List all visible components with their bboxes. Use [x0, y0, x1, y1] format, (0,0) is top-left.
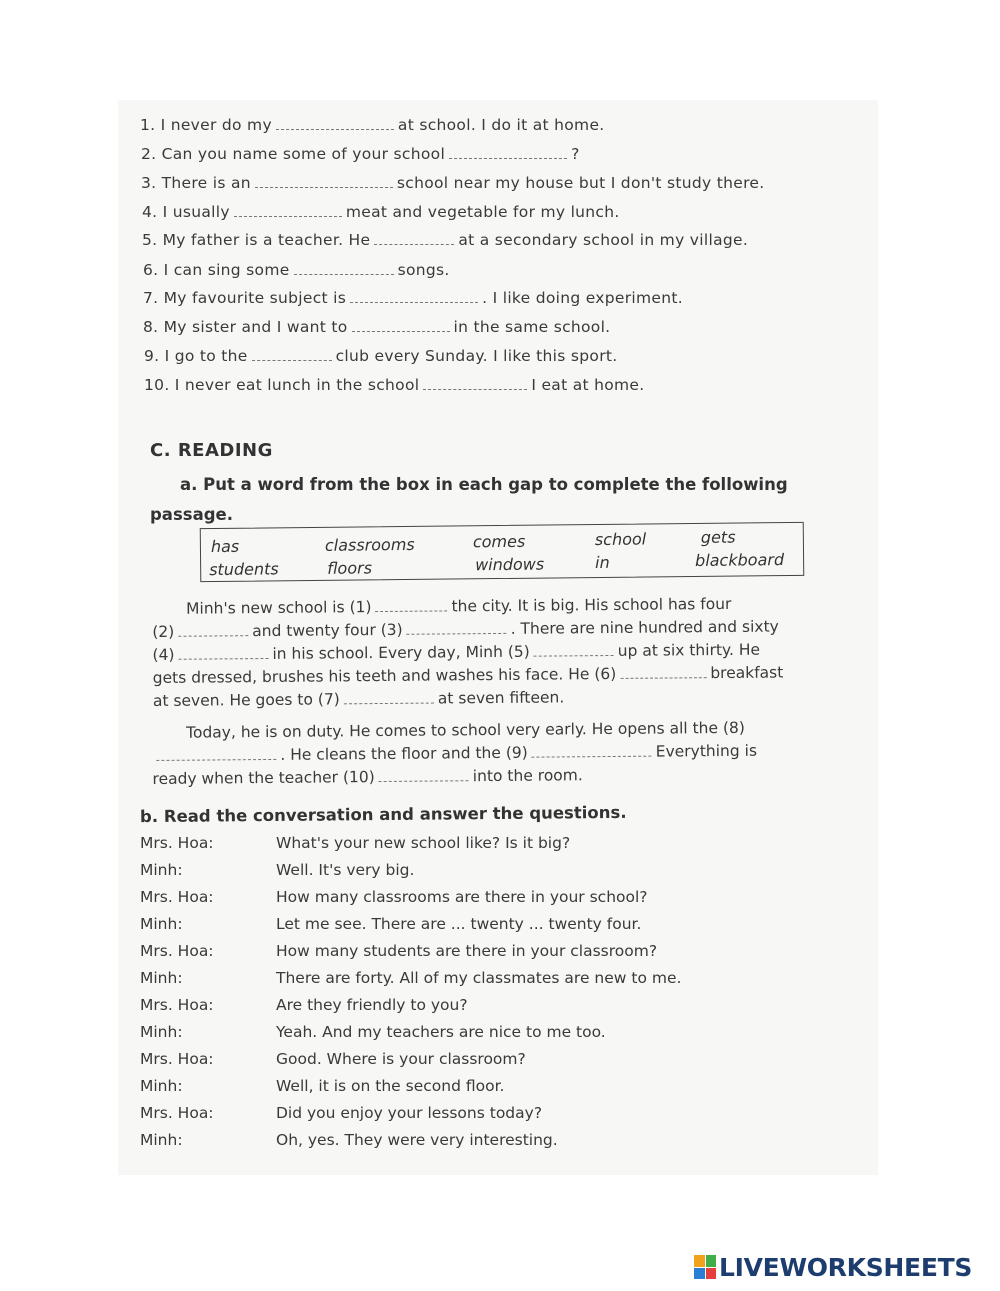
- answer-blank-10[interactable]: [423, 377, 527, 390]
- dialogue-line: Mrs. Hoa: Are they friendly to you?: [140, 996, 468, 1014]
- sentence-6: 6. I can sing some songs.: [143, 261, 450, 279]
- logo-mark-icon: [694, 1255, 716, 1279]
- passage-paragraph-2: Today, he is on duty. He comes to school very early. He opens all the (8) . He cleans the floor and the (9) Everything is ready when the teacher (10) into the room.: [152, 718, 758, 788]
- dialogue-line: Mrs. Hoa: What's your new school like? Is it big?: [140, 834, 571, 852]
- word-comes: comes: [472, 531, 526, 552]
- logo-square-icon: [694, 1268, 705, 1280]
- logo-square-icon: [706, 1268, 717, 1280]
- dialogue-line: Minh: Oh, yes. They were very interesting.: [140, 1131, 558, 1149]
- gap-6[interactable]: [620, 665, 706, 679]
- instruction-b: b. Read the conversation and answer the questions.: [139, 802, 627, 827]
- dialogue-line: Mrs. Hoa: Did you enjoy your lessons today?: [140, 1104, 543, 1122]
- logo-text: LIVEWORKSHEETS: [719, 1252, 973, 1282]
- logo-square-icon: [706, 1255, 717, 1267]
- answer-blank-8[interactable]: [352, 319, 450, 332]
- dialogue-line: Mrs. Hoa: Good. Where is your classroom?: [140, 1050, 526, 1068]
- answer-blank-7[interactable]: [350, 290, 478, 303]
- word-blackboard: blackboard: [694, 550, 785, 570]
- dialogue-line: Minh: There are forty. All of my classmates are new to me.: [140, 969, 682, 987]
- word-box: [200, 522, 805, 582]
- liveworksheets-logo[interactable]: [694, 1252, 972, 1282]
- answer-blank-1[interactable]: [276, 117, 394, 130]
- sentence-5: 5. My father is a teacher. He at a secondary school in my village.: [142, 231, 749, 249]
- dialogue-line: Minh: Well, it is on the second floor.: [140, 1077, 505, 1095]
- dialogue-line: Mrs. Hoa: How many classrooms are there in your school?: [140, 888, 648, 906]
- answer-blank-2[interactable]: [449, 146, 567, 159]
- word-has: has: [210, 536, 240, 557]
- word-classrooms: classrooms: [324, 534, 415, 555]
- sentence-1: 1. I never do my at school. I do it at home.: [140, 116, 605, 134]
- word-floors: floors: [327, 558, 373, 578]
- dialogue-line: Minh: Yeah. And my teachers are nice to me too.: [140, 1023, 606, 1041]
- dialogue-line: Minh: Well. It's very big.: [140, 861, 415, 879]
- word-in: in: [595, 552, 610, 573]
- dialogue-line: Mrs. Hoa: How many students are there in your classroom?: [140, 942, 658, 960]
- gap-2[interactable]: [178, 623, 248, 637]
- sentence-4: 4. I usually meat and vegetable for my lunch.: [142, 203, 620, 221]
- sentence-9: 9. I go to the club every Sunday. I like this sport.: [144, 347, 618, 365]
- sentence-3: 3. There is an school near my house but I don't study there.: [141, 174, 765, 192]
- gap-8[interactable]: [156, 747, 276, 761]
- instruction-a: a. Put a word from the box in each gap to complete the following passage.: [150, 475, 788, 524]
- gap-7[interactable]: [344, 691, 434, 705]
- sentence-8: 8. My sister and I want to in the same school.: [143, 318, 611, 336]
- answer-blank-6[interactable]: [294, 262, 394, 275]
- gap-9[interactable]: [532, 744, 652, 758]
- gap-10[interactable]: [379, 768, 469, 782]
- logo-square-icon: [694, 1255, 705, 1267]
- answer-blank-5[interactable]: [374, 232, 454, 245]
- gap-5[interactable]: [534, 643, 614, 657]
- sentence-10: 10. I never eat lunch in the school I eat at home.: [144, 376, 645, 394]
- gap-4[interactable]: [178, 646, 268, 660]
- section-heading: C. READING: [150, 440, 273, 461]
- sentence-7: 7. My favourite subject is . I like doing experiment.: [143, 289, 683, 307]
- answer-blank-4[interactable]: [234, 204, 342, 217]
- gap-3[interactable]: [407, 621, 507, 635]
- word-students: students: [209, 559, 279, 580]
- answer-blank-3[interactable]: [255, 175, 393, 188]
- word-gets: gets: [700, 527, 736, 547]
- passage-paragraph-1: Minh's new school is (1) the city. It is big. His school has four (2) and twenty four (3) . There are nine hundred and sixty (4) in his school. Every day, Minh (5) up at six thirty. He gets dressed, brushes his teeth and washes his face. He (6) breakfast at seven. He goes to (7) at seven fifteen.: [152, 594, 784, 710]
- word-school: school: [594, 529, 647, 550]
- answer-blank-9[interactable]: [252, 348, 332, 361]
- gap-1[interactable]: [375, 598, 447, 612]
- dialogue-line: Minh: Let me see. There are ... twenty ... twenty four.: [140, 915, 642, 933]
- sentence-2: 2. Can you name some of your school ?: [141, 145, 580, 163]
- word-windows: windows: [475, 554, 545, 575]
